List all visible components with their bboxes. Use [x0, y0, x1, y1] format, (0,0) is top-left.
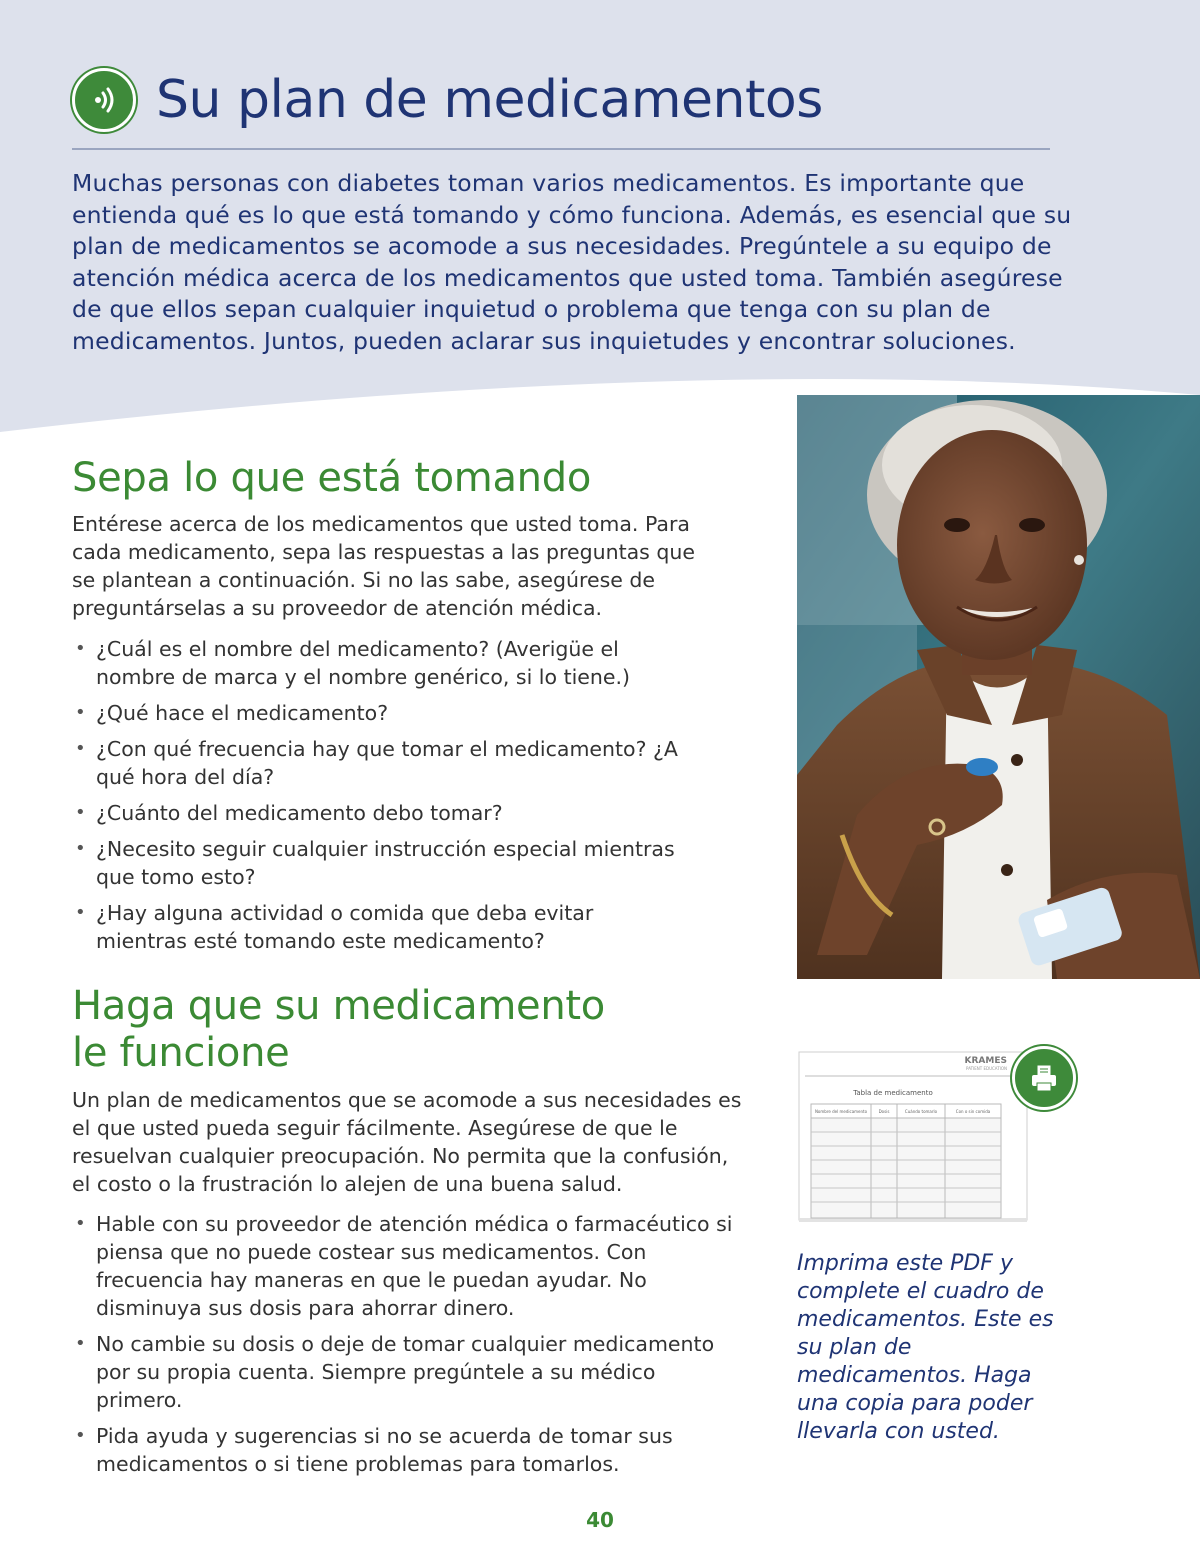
pdf-brand: KRAMES	[964, 1056, 1007, 1066]
list-item: • ¿Cuánto del medicamento debo tomar?	[72, 799, 682, 827]
section1-body: Entérese acerca de los medicamentos que usted toma. Para cada medicamento, sepa las respuestas a las preguntas que se plantean a continuación. Si no las sabe, asegúrese de preguntárselas a su proveedor de atención médica.	[72, 512, 695, 620]
list-item: • No cambie su dosis o deje de tomar cualquier medicamento por su propia cuenta. Siempre pregúntele a su médico primero.	[72, 1330, 737, 1414]
pdf-table-title: Tabla de medicamento	[853, 1089, 933, 1097]
pdf-col-dose: Dosis	[878, 1109, 890, 1114]
section-heading-make-meds-work	[72, 983, 605, 1077]
title-row	[72, 68, 823, 132]
pdf-caption: Imprima este PDF y complete el cuadro de medicamentos. Este es su plan de medicamentos. Haga una copia para poder llevarla con usted.	[797, 1251, 1054, 1444]
pdf-form-thumbnail[interactable]	[797, 1050, 1029, 1222]
printer-icon[interactable]	[1012, 1046, 1076, 1110]
section1-bullet-list	[72, 635, 682, 963]
section2-heading-line1: Haga que su medicamento	[72, 983, 605, 1029]
page-title: Su plan de medicamentos	[156, 70, 823, 130]
list-item: • ¿Cuál es el nombre del medicamento? (Averigüe el nombre de marca y el nombre genérico, si lo tiene.)	[72, 635, 682, 691]
audio-icon[interactable]	[72, 68, 136, 132]
section2-body: Un plan de medicamentos que se acomode a sus necesidades es el que usted pueda seguir fácilmente. Asegúrese de que le resuelvan cualquier preocupación. No permita que la confusión, el costo o la frustración lo alejen de una buena salud.	[72, 1088, 742, 1196]
title-divider	[72, 148, 1050, 150]
pdf-brand-sub: PATIENT EDUCATION	[966, 1066, 1007, 1071]
pdf-col-name: Nombre del medicamento	[814, 1109, 868, 1114]
section2-heading-line2: le funcione	[72, 1030, 290, 1076]
list-item: • Hable con su proveedor de atención médica o farmacéutico si piensa que no puede costear sus medicamentos. Con frecuencia hay maneras en que le puedan ayudar. No disminuya sus dosis para ahorrar dinero.	[72, 1210, 737, 1322]
section2-bullet-list	[72, 1210, 737, 1486]
list-item: • ¿Hay alguna actividad o comida que deba evitar mientras esté tomando este medicamento?	[72, 899, 682, 955]
pdf-col-food: Con o sin comida	[955, 1109, 991, 1114]
pdf-col-when: Cuándo tomarlo	[904, 1109, 938, 1114]
intro-paragraph: Muchas personas con diabetes toman varios medicamentos. Es importante que entienda qué es lo que está tomando y cómo funciona. Además, es esencial que su plan de medicamentos se acomode a sus necesidades. Pregúntele a su equipo de atención médica acerca de los medicamentos que usted toma. También asegúrese de que ellos sepan cualquier inquietud o problema que tenga con su plan de medicamentos. Juntos, pueden aclarar sus inquietudes y encontrar soluciones.	[72, 169, 1072, 355]
list-item: • ¿Con qué frecuencia hay que tomar el medicamento? ¿A qué hora del día?	[72, 735, 682, 791]
list-item: • ¿Qué hace el medicamento?	[72, 699, 682, 727]
photo-woman-pill-organizer	[797, 395, 1200, 979]
list-item: • Pida ayuda y sugerencias si no se acuerda de tomar sus medicamentos o si tiene problemas para tomarlos.	[72, 1422, 737, 1478]
section-heading-know-meds: Sepa lo que está tomando	[72, 455, 591, 501]
list-item: • ¿Necesito seguir cualquier instrucción especial mientras que tomo esto?	[72, 835, 682, 891]
page-number: 40	[586, 1508, 614, 1532]
